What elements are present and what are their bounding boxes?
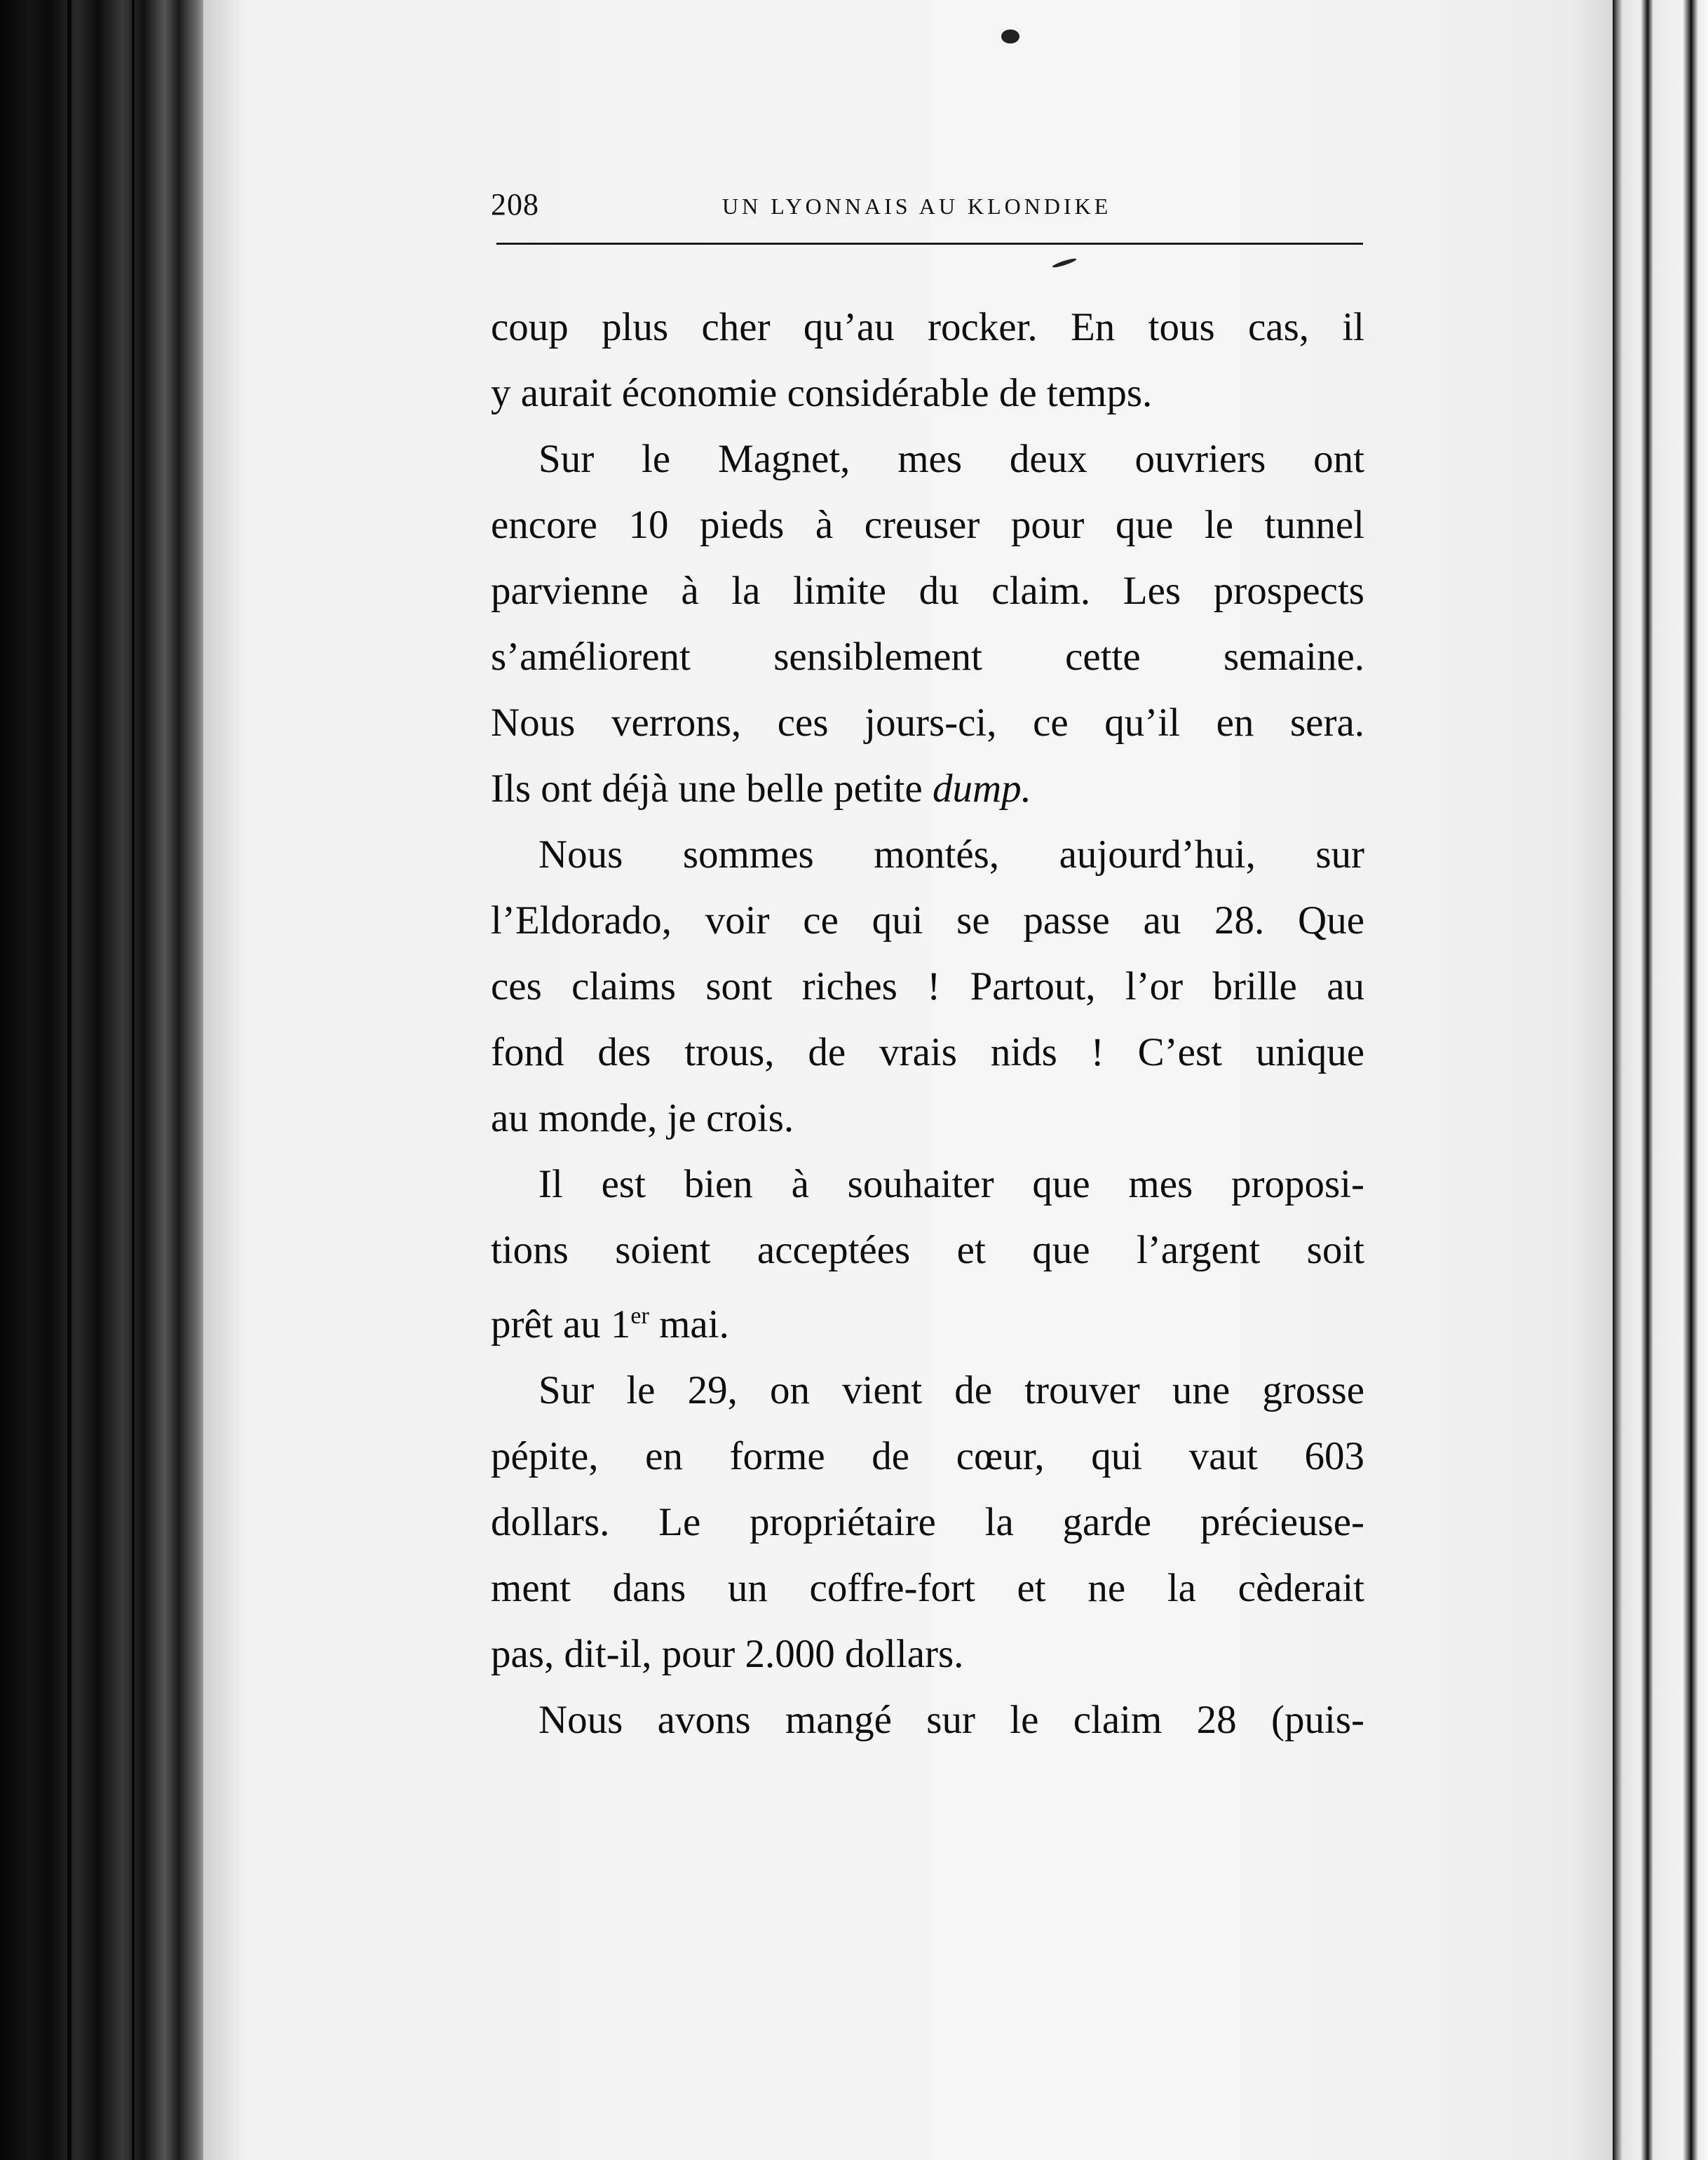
- text-line: Nous sommes montés, aujourd’hui, sur: [538, 832, 1364, 877]
- italic-word: dump.: [932, 767, 1031, 811]
- text-line: [491, 1283, 1364, 1358]
- text-line: Il est bien à souhaiter que mes proposi-: [538, 1162, 1364, 1206]
- body-text: [491, 295, 1364, 1753]
- book-edge-right: [1613, 0, 1708, 2160]
- text-line: tions soient acceptées et que l’argent soit: [491, 1228, 1364, 1272]
- text-run: Ils ont déjà une belle petite: [491, 767, 923, 811]
- text-line: coup plus cher qu’au rocker. En tous cas, il: [491, 305, 1364, 349]
- text-line: l’Eldorado, voir ce qui se passe au 28. Que: [491, 898, 1364, 943]
- book-gutter-left: [0, 0, 203, 2160]
- text-line: Nous avons mangé sur le claim 28 (puis-: [538, 1698, 1364, 1742]
- text-line: encore 10 pieds à creuser pour que le tunnel: [491, 503, 1364, 547]
- running-title: UN LYONNAIS AU KLONDIKE: [722, 194, 1112, 219]
- text-line: s’améliorent sensiblement cette semaine.: [491, 635, 1364, 679]
- gutter-shadow: [132, 0, 135, 2160]
- text-line: Sur le Magnet, mes deux ouvriers ont: [538, 437, 1364, 481]
- text-line: y aurait économie considérable de temps.: [491, 371, 1153, 415]
- text-line: pas, dit-il, pour 2.000 dollars.: [491, 1632, 964, 1676]
- page-number: 208: [491, 187, 539, 222]
- running-head: [491, 184, 1360, 226]
- superscript: er: [630, 1303, 649, 1329]
- text-line: Sur le 29, on vient de trouver une grosse: [538, 1368, 1364, 1412]
- gutter-shadow: [67, 0, 72, 2160]
- text-line: au monde, je crois.: [491, 1096, 794, 1140]
- text-line: [491, 756, 1364, 822]
- ink-speck: [1001, 29, 1019, 43]
- text-run: prêt au 1: [491, 1302, 631, 1346]
- text-line: pépite, en forme de cœur, qui vaut 603: [491, 1434, 1364, 1478]
- header-rule: [496, 243, 1363, 245]
- text-run: mai.: [649, 1302, 729, 1346]
- text-line: fond des trous, de vrais nids ! C’est unique: [491, 1030, 1364, 1074]
- text-line: Nous verrons, ces jours-ci, ce qu’il en sera.: [491, 701, 1364, 745]
- text-line: ment dans un coffre-fort et ne la cèderait: [491, 1566, 1364, 1610]
- text-line: dollars. Le propriétaire la garde précieuse-: [491, 1500, 1364, 1544]
- text-line: parvienne à la limite du claim. Les prospects: [491, 569, 1364, 613]
- text-line: ces claims sont riches ! Partout, l’or brille au: [491, 964, 1364, 1008]
